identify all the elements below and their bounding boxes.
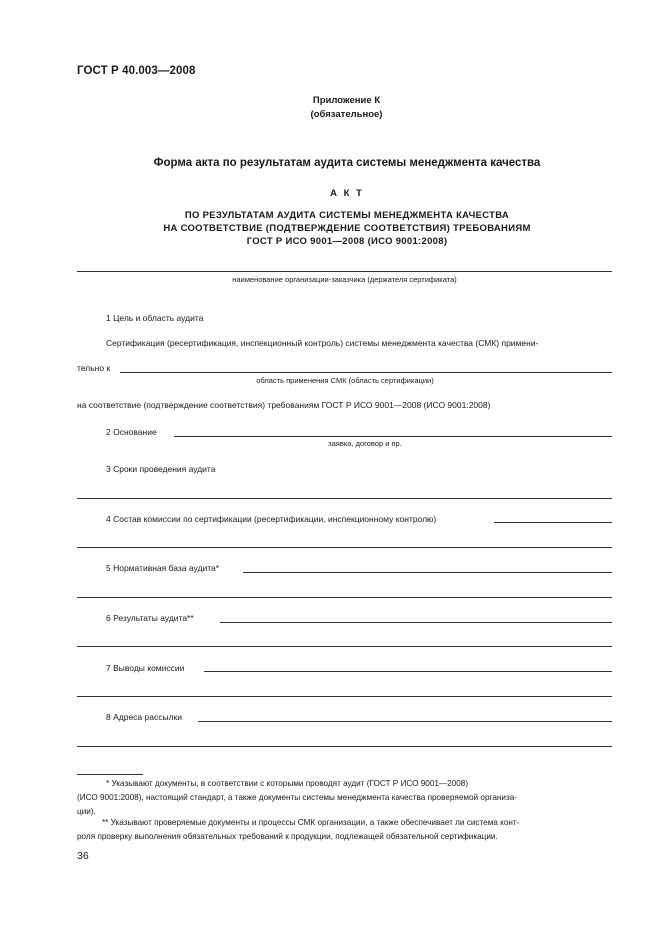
footnote-1-line2: (ИСО 9001:2008), настоящий стандарт, а также документы системы менеджмента качества проверяемой организа- <box>77 793 517 802</box>
document-header: ГОСТ Р 40.003—2008 <box>77 65 196 77</box>
footnote-2-line1: ** Указывают проверяемые документы и процессы СМК организации, а также обеспечивает ли система конт- <box>102 818 520 827</box>
basis-field[interactable] <box>174 436 612 437</box>
compliance-text: на соответствие (подтверждение соответствия) требованиям ГОСТ Р ИСО 9001—2008 (ИСО 9001:2008) <box>77 400 491 410</box>
section-7-heading: 7 Выводы комиссии <box>106 663 185 673</box>
section-2-heading: 2 Основание <box>106 427 157 437</box>
footnote-1-line3: ции). <box>77 807 96 816</box>
footnote-1-line1: * Указывают документы, в соответствии с которыми проводят аудит (ГОСТ Р ИСО 9001—2008) <box>106 779 469 788</box>
results-field[interactable] <box>220 622 612 623</box>
section-8-heading: 8 Адреса рассылки <box>106 712 183 722</box>
commission-field-2[interactable] <box>77 547 612 548</box>
form-title: Форма акта по результатам аудита системы менеджмента качества <box>153 157 541 169</box>
normative-base-field-2[interactable] <box>77 597 612 598</box>
dates-field[interactable] <box>77 498 612 499</box>
section-4-heading: 4 Состав комиссии по сертификации (ресертификации, инспекционному контролю) <box>106 514 437 524</box>
basis-caption: заявка, договор и пр. <box>328 439 402 448</box>
act-title: А К Т <box>330 188 364 199</box>
footnote-2-line2: роля проверку выполнения обязательных требований к продукции, подлежащей обязательной сертификации. <box>77 832 498 841</box>
act-subtitle-line2: НА СООТВЕТСТВИЕ (ПОДТВЕРЖДЕНИЕ СООТВЕТСТВИЯ) ТРЕБОВАНИЯМ <box>163 223 531 234</box>
section-1-text: Сертификация (ресертификация, инспекционный контроль) системы менеджмента качества (СМК) примени- <box>106 338 539 348</box>
section-6-heading: 6 Результаты аудита** <box>106 613 194 623</box>
footnote-separator <box>77 774 143 775</box>
act-subtitle-line3: ГОСТ Р ИСО 9001—2008 (ИСО 9001:2008) <box>246 236 448 247</box>
appendix-status: (обязательное) <box>310 109 383 120</box>
results-field-2[interactable] <box>77 646 612 647</box>
section-1-continuation: тельно к <box>77 363 111 373</box>
org-name-field[interactable] <box>77 271 612 272</box>
commission-field[interactable] <box>494 522 612 523</box>
org-name-caption: наименование организации-заказчика (держателя сертификата) <box>232 275 457 284</box>
section-3-heading: 3 Сроки проведения аудита <box>106 464 216 474</box>
section-5-heading: 5 Нормативная база аудита* <box>106 563 220 573</box>
appendix-title: Приложение К <box>312 95 381 106</box>
section-1-heading: 1 Цель и область аудита <box>106 313 204 323</box>
conclusions-field-2[interactable] <box>77 696 612 697</box>
page-number: 36 <box>77 850 89 862</box>
conclusions-field[interactable] <box>204 671 612 672</box>
scope-caption: область применения СМК (область сертификации) <box>256 376 434 385</box>
distribution-field-2[interactable] <box>77 746 612 747</box>
act-subtitle-line1: ПО РЕЗУЛЬТАТАМ АУДИТА СИСТЕМЫ МЕНЕДЖМЕНТА КАЧЕСТВА <box>184 210 510 221</box>
normative-base-field[interactable] <box>243 572 612 573</box>
distribution-field[interactable] <box>198 721 612 722</box>
scope-field[interactable] <box>120 372 612 373</box>
